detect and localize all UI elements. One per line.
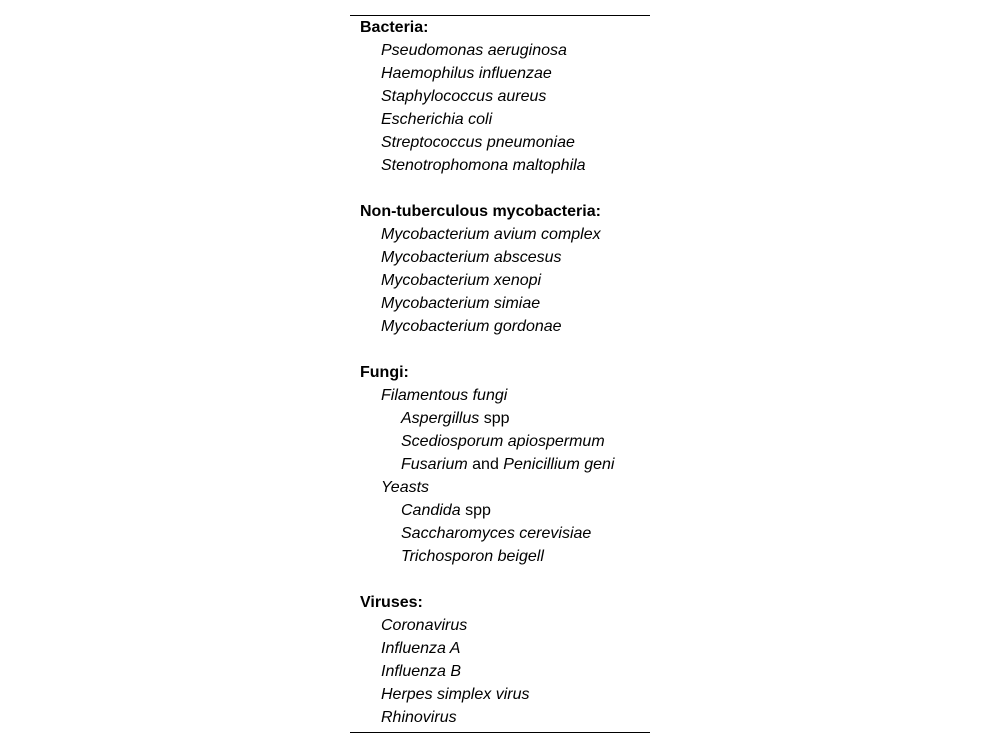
conjunction: and: [472, 456, 499, 473]
list-item-aspergillus: [401, 407, 510, 430]
list-item: Streptococcus pneumoniae: [381, 134, 575, 151]
list-item: Mycobacterium abscesus: [381, 249, 562, 266]
list-item: Coronavirus: [381, 617, 468, 634]
list-item: Pseudomonas aeruginosa: [381, 42, 567, 59]
list-item: Escherichia coli: [381, 111, 493, 128]
list-item-fusarium-penicillium: [401, 453, 614, 476]
pathogen-table: [350, 15, 650, 733]
species-suffix: spp: [483, 410, 510, 427]
list-item: Scediosporum apiospermum: [401, 433, 605, 450]
list-item-candida: [401, 499, 491, 522]
list-item: Mycobacterium simiae: [381, 295, 541, 312]
list-item: Mycobacterium avium complex: [381, 226, 601, 243]
list-item: Rhinovirus: [381, 709, 457, 726]
list-item: Saccharomyces cerevisiae: [401, 525, 592, 542]
genus-name: Candida: [401, 502, 461, 519]
list-item: Herpes simplex virus: [381, 686, 530, 703]
group-heading-fungi: Fungi:: [360, 364, 409, 381]
genus-name: Aspergillus: [401, 410, 480, 427]
list-item: Staphylococcus aureus: [381, 88, 547, 105]
list-item: Influenza B: [381, 663, 462, 680]
list-item: Trichosporon beigell: [401, 548, 544, 565]
genus-name: Fusarium: [401, 456, 468, 473]
group-heading-ntm: Non-tuberculous mycobacteria:: [360, 203, 601, 220]
group-heading-bacteria: Bacteria:: [360, 19, 429, 36]
genus-name: Penicillium geni: [503, 456, 615, 473]
group-heading-viruses: Viruses:: [360, 594, 423, 611]
subgroup-filamentous-fungi: Filamentous fungi: [381, 387, 508, 404]
list-item: Stenotrophomona maltophila: [381, 157, 586, 174]
list-item: Mycobacterium xenopi: [381, 272, 542, 289]
list-item: Influenza A: [381, 640, 461, 657]
subgroup-yeasts: Yeasts: [381, 479, 430, 496]
list-item: Haemophilus influenzae: [381, 65, 552, 82]
list-item: Mycobacterium gordonae: [381, 318, 562, 335]
species-suffix: spp: [465, 502, 491, 519]
